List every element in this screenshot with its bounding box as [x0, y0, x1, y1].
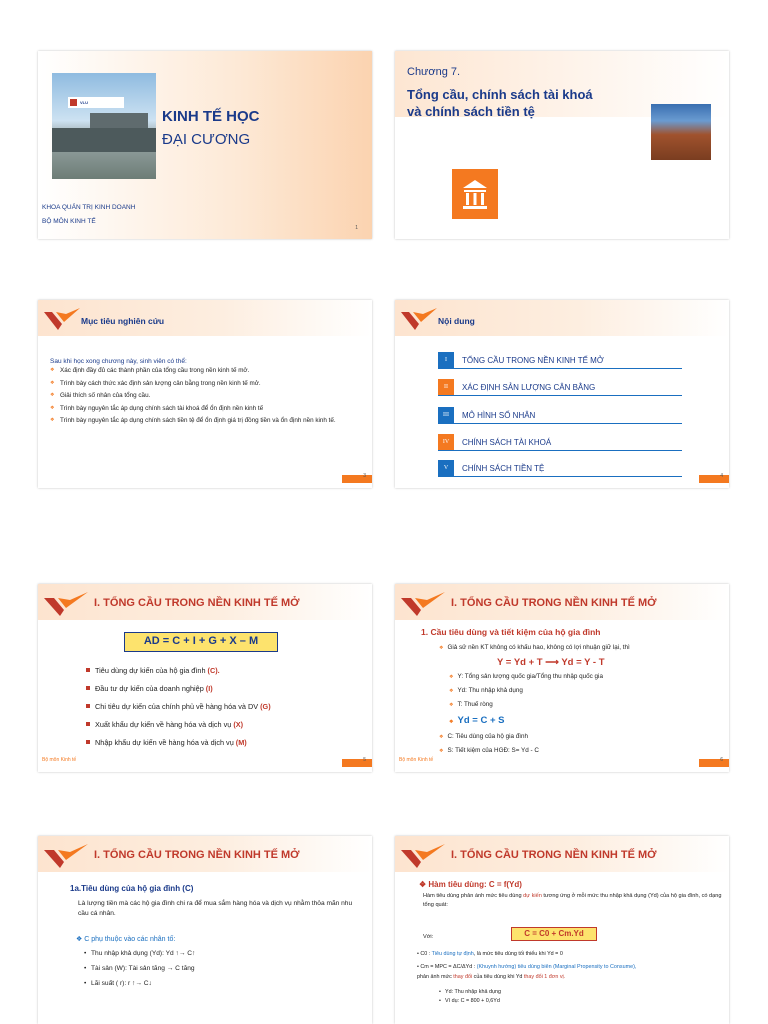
contents-item-4[interactable]: [438, 434, 682, 451]
slide-1-title[interactable]: [38, 51, 372, 239]
footer-accent: [699, 475, 729, 483]
definition-s: ❖ S: Tiết kiệm của HGĐ: S= Yd - C: [439, 747, 539, 754]
income-identity: Y = Yd + T ⟶ Yd = Y - T: [497, 657, 605, 668]
assumption-text: ❖ Giả sử nền KT không có khấu hao, không có lợi nhuận giữ lại, thì: [439, 644, 630, 651]
university-logo: VLU: [68, 97, 124, 108]
mpc-explanation: phản ảnh mức thay đổi của tiêu dùng khi Yd thay đổi 1 đơn vị.: [417, 974, 566, 980]
slide-title: Mục tiêu nghiên cứu: [81, 316, 165, 326]
contents-item-1[interactable]: [438, 352, 682, 369]
yd-identity: ❖ Yd = C + S: [449, 715, 505, 726]
component-list: [86, 666, 271, 756]
section-label: XÁC ĐỊNH SẢN LƯỢNG CÂN BẰNG: [462, 383, 596, 392]
list-item: Xuất khẩu dự kiến về hàng hóa và dịch vụ (X): [86, 720, 271, 729]
vlu-logo-icon: [399, 306, 439, 334]
list-item: ❖ Trình bày nguyên tắc áp dụng chính sách tiền tệ để ổn định giá trị đồng tiền và ổn định nền kinh tế.: [50, 417, 362, 426]
notes-list: [439, 989, 501, 1007]
list-item: Đầu tư dự kiến của doanh nghiệp (I): [86, 684, 271, 693]
section-subtitle: ❖ Hàm tiêu dùng: C = f(Yd): [419, 880, 522, 889]
definition-yd: ❖ Yd: Thu nhập khả dụng: [449, 687, 523, 694]
section-subtitle: 1a.Tiêu dùng của hộ gia đình (C): [70, 884, 194, 893]
footer-accent: [342, 759, 372, 767]
objective-list: [50, 367, 362, 430]
bank-icon: [452, 169, 498, 219]
page-number: 3: [363, 473, 366, 479]
course-title-line1: KINH TẾ HỌC: [162, 108, 260, 125]
page-number: 6: [720, 757, 723, 763]
list-item: • Thu nhập khả dụng (Yd): Yd ↑→ C↑: [84, 950, 195, 957]
department-name: BỘ MÔN KINH TẾ: [42, 218, 96, 225]
page-number: 5: [363, 757, 366, 763]
slide-header: [38, 584, 372, 620]
campus-photo: [52, 73, 156, 179]
slide-title: I. TỔNG CẦU TRONG NỀN KINH TẾ MỞ: [451, 849, 657, 861]
list-item: Tiêu dùng dự kiến của hộ gia đình (C).: [86, 666, 271, 675]
slide-title: Nội dung: [438, 316, 475, 326]
building-photo: [651, 104, 711, 160]
consumption-function-formula: C = C0 + Cm.Yd: [511, 927, 597, 941]
slide-title: I. TỔNG CẦU TRONG NỀN KINH TẾ MỞ: [94, 849, 300, 861]
page-number: 4: [720, 473, 723, 479]
definition-t: ❖ T: Thuế ròng: [449, 701, 493, 708]
chapter-title-line1: Tổng cầu, chính sách tài khoá: [407, 87, 593, 102]
section-number: IV: [438, 434, 454, 450]
chapter-label: Chương 7.: [407, 66, 461, 78]
mpc-def: • Cm = MPC = ΔC/ΔYd : (Khuynh hướng) tiêu dùng biên (Marginal Propensity to Consume),: [417, 964, 637, 970]
vlu-logo-icon: [42, 306, 82, 334]
slide-4-contents[interactable]: [395, 300, 729, 488]
definition-y: ❖ Y: Tổng sản lượng quốc gia/Tổng thu nhập quốc gia: [449, 673, 603, 680]
slide-title: I. TỔNG CẦU TRONG NỀN KINH TẾ MỞ: [94, 597, 300, 609]
footer-text: Bộ môn Kinh tế: [399, 757, 434, 763]
list-item: ❖ Trình bày cách thức xác định sản lượng cân bằng trong nền kinh tế mở.: [50, 380, 362, 389]
list-item: Nhập khẩu dự kiến về hàng hóa và dịch vụ (M): [86, 738, 271, 747]
section-label: TỔNG CẦU TRONG NỀN KINH TẾ MỞ: [462, 356, 604, 365]
section-number: V: [438, 460, 454, 476]
list-item: • Lãi suất ( r): r ↑→ C↓: [84, 980, 195, 987]
slide-title: I. TỔNG CẦU TRONG NỀN KINH TẾ MỞ: [451, 597, 657, 609]
with-label: Với:: [423, 934, 434, 940]
course-title-line2: ĐẠI CƯƠNG: [162, 131, 251, 148]
section-label: CHÍNH SÁCH TÀI KHOÁ: [462, 438, 552, 447]
section-number: III: [438, 407, 454, 423]
slide-3-objectives[interactable]: [38, 300, 372, 488]
footer-accent: [342, 475, 372, 483]
definition-c: ❖ C: Tiêu dùng của hộ gia đình: [439, 733, 529, 740]
contents-item-3[interactable]: [438, 407, 682, 424]
contents-item-5[interactable]: [438, 460, 682, 477]
vlu-logo-icon: [42, 842, 92, 870]
slide-7-household-consumption[interactable]: [38, 836, 372, 1024]
footer-accent: [699, 759, 729, 767]
slide-header: [395, 300, 729, 336]
intro-text: Sau khi học xong chương này, sinh viên có thể:: [50, 358, 187, 365]
factor-list: [84, 950, 195, 995]
section-subtitle: 1. Cầu tiêu dùng và tiết kiệm của hộ gia đình: [421, 627, 601, 637]
list-item: • Yd: Thu nhập khả dụng: [439, 989, 501, 995]
list-item: ❖ Xác định đầy đủ các thành phần của tổng cầu trong nền kinh tế mở.: [50, 367, 362, 376]
building-shape: [52, 128, 156, 152]
section-number: II: [438, 379, 454, 395]
list-item: Chi tiêu dự kiến của chính phủ về hàng hóa và DV (G): [86, 702, 271, 711]
section-number: I: [438, 352, 454, 368]
slide-header: [395, 836, 729, 872]
slide-5-aggregate-demand[interactable]: [38, 584, 372, 772]
chapter-title-line2: và chính sách tiền tệ: [407, 104, 535, 119]
slide-8-consumption-function[interactable]: [395, 836, 729, 1024]
section-label: MÔ HÌNH SỐ NHÂN: [462, 411, 536, 420]
factors-heading: ❖ C phụ thuộc vào các nhân tố:: [76, 936, 176, 943]
slide-header: [38, 300, 372, 336]
faculty-name: KHOA QUẢN TRỊ KINH DOANH: [42, 204, 136, 211]
slide-6-consumption-saving[interactable]: [395, 584, 729, 772]
page-number: 1: [355, 225, 358, 231]
list-item: ❖ Trình bày nguyên tắc áp dụng chính sách tài khoá để ổn định nền kinh tế: [50, 405, 362, 414]
ad-equation: AD = C + I + G + X – M: [124, 632, 278, 652]
vlu-logo-icon: [399, 590, 449, 618]
contents-item-2[interactable]: [438, 379, 682, 396]
slide-header: [395, 584, 729, 620]
footer-text: Bộ môn Kinh tế: [42, 757, 77, 763]
vlu-logo-icon: [42, 590, 92, 618]
definition-paragraph: Hàm tiêu dùng phản ánh mức tiêu dùng dự kiến tương ứng ở mỗi mức thu nhập khả dụng (Yd) của hộ gia đình, có dạng tổng quát:: [423, 893, 722, 908]
section-label: CHÍNH SÁCH TIỀN TỆ: [462, 464, 545, 473]
vlu-logo-icon: [399, 842, 449, 870]
slide-header: [38, 836, 372, 872]
list-item: • Ví dụ: C = 800 + 0,6Yd: [439, 998, 501, 1004]
autonomous-consumption-def: • C0 : Tiêu dùng tự định, là mức tiêu dùng tối thiểu khi Yd = 0: [417, 951, 563, 957]
definition-paragraph: Là lượng tiền mà các hộ gia đình chi ra để mua sắm hàng hóa và dịch vụ nhằm thỏa mãn nhu cầu cá nhân.: [78, 900, 353, 918]
slide-2-chapter[interactable]: [395, 51, 729, 239]
list-item: ❖ Giải thích số nhân của tổng cầu.: [50, 392, 362, 401]
list-item: • Tài sản (W): Tài sản tăng → C tăng: [84, 965, 195, 972]
